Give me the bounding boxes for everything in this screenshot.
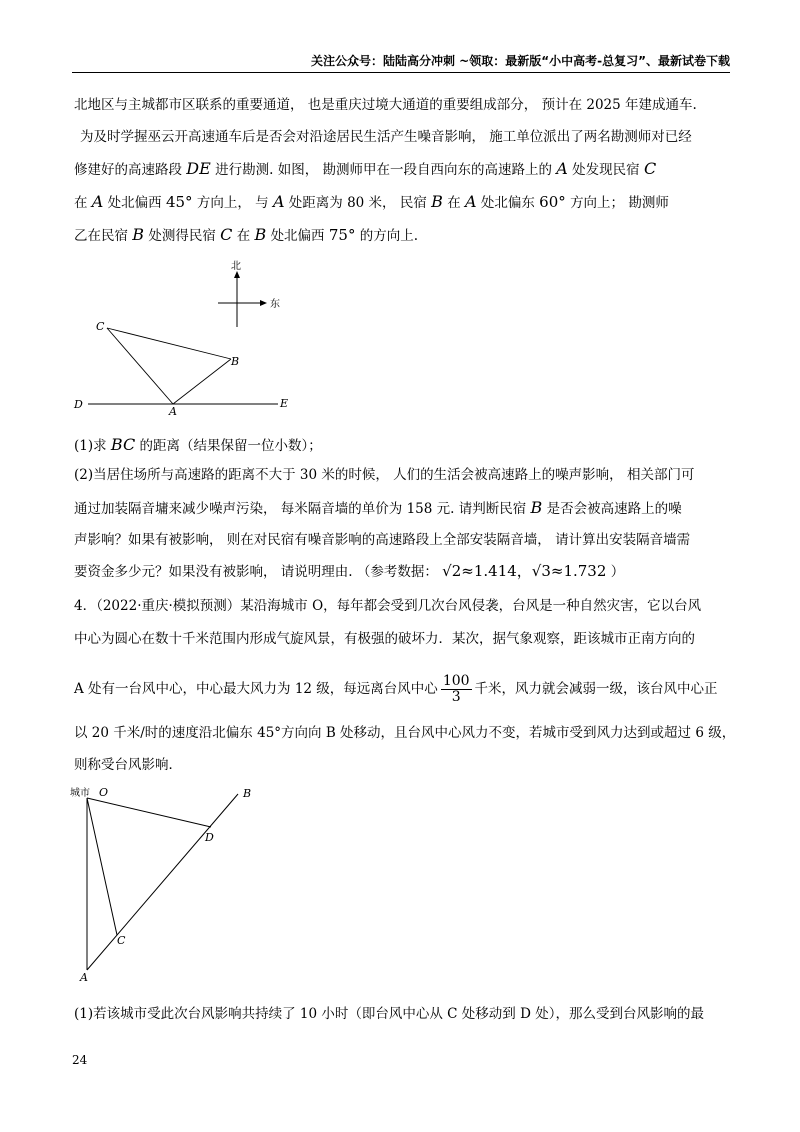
label-a: A [169, 405, 177, 418]
p4-line-4: 以 20 千米/时的速度沿北偏东 45°方向向 B 处移动，且台风中心风力不变，若城市受到风力达到或超过 6 级， [74, 725, 736, 741]
p3-l4g: 处距离为 80 米， 民宿 [288, 195, 427, 211]
p3-l3c: 进行勘测. 如图， 勘测师甲在一段自西向东的高速路上的 [215, 162, 552, 178]
p3-l5i: 的方向上. [359, 228, 419, 244]
p3-line-2: 为及时学握巫云开高速通车后是否会对沿途居民生活产生噪音影响， 施工单位派出了两名勘测师对已经 [80, 129, 692, 145]
label-e: E [280, 397, 289, 410]
p3-line-3 [74, 160, 656, 179]
p4-q1: (1)若该城市受此次台风影响共持续了 10 小时（即台风中心从 C 处移动到 D 处），那么受到台风影响的最 [74, 1006, 704, 1022]
p3-l4c: 处北偏西 [107, 195, 162, 211]
p4-frac-num: 100 [442, 673, 470, 689]
east-arrow-icon [260, 300, 267, 306]
p3-reference-data: √2≈1.414，√3≈1.732 [442, 562, 607, 580]
p3-angle-75: 75° [328, 226, 356, 244]
p3-line-5 [74, 226, 418, 245]
p3-point-c: C [643, 159, 657, 178]
figure-road-houses [0, 255, 320, 420]
north-label: 北 [231, 261, 241, 272]
p3-l4j: A [465, 192, 477, 211]
p3-l3a: 修建好的高速路段 [74, 162, 182, 178]
p3-q2-b: B [530, 498, 543, 517]
p4-line-3 [74, 674, 718, 705]
p3-q2-line-1: (2)当居住场所与高速路的距离不大于 30 米的时候， 人们的生活会被高速路上的噪声影响， 相关部门可 [74, 467, 695, 483]
page-number: 24 [72, 1053, 88, 1067]
p3-q1 [74, 436, 322, 455]
p3-q2l2: 通过加装隔音墉来减少噪声污染， 每米隔音墙的单价为 158 元. 请判断民宿 [74, 501, 527, 517]
p4-line-2: 中心为圆心在数十千米范围内形成气旋风景，有极强的破坏力．某次，据气象观察，距该城市正南方向的 [74, 631, 695, 647]
label-b2: B [243, 787, 252, 800]
label-c: C [96, 320, 105, 333]
label-b: B [231, 355, 240, 368]
header-rule [72, 72, 730, 73]
p3-l5f: B [254, 225, 267, 244]
p3-l5e: 在 [236, 228, 251, 244]
p3-q2-line-2 [74, 499, 682, 518]
p3-q2l4c: ） [610, 564, 625, 580]
p3-l4f: A [272, 192, 285, 211]
segment-od [87, 798, 211, 827]
figure-typhoon [0, 780, 300, 985]
p3-l4i: 在 [447, 195, 461, 211]
p3-angle-60: 60° [539, 193, 566, 211]
p3-l3e: 处发现民宿 [572, 162, 640, 178]
north-arrow-icon [234, 271, 240, 278]
p3-q2-line-3: 声影响？如果有被影响， 则在对民宿有噪音影响的高速路段上全部安装隔音墙， 请计算出安装隔音墙需 [74, 532, 691, 548]
segment-ca [107, 328, 173, 404]
segment-cb [107, 328, 231, 359]
p3-q2l4a: 要资金多少元？如果没有被影响， 请说明理由. （参考数据： [74, 564, 438, 580]
p3-seg-de: DE [186, 159, 211, 178]
p3-l4e: 方向上， 与 [196, 195, 269, 211]
p3-l4b: A [91, 192, 104, 211]
p4-frac-den: 3 [451, 689, 461, 705]
p3-l4h: B [431, 192, 443, 211]
p3-l5c: 处测得民宿 [148, 228, 216, 244]
p3-l5a: 乙在民宿 [74, 228, 128, 244]
p3-line-1: 北地区与主城都市区联系的重要通道， 也是重庆过境大通道的重要组成部分， 预计在 2025 年建成通车. [74, 97, 697, 113]
p3-l4k: 处北偏东 [480, 195, 535, 211]
p3-l4a: 在 [74, 195, 88, 211]
p3-q2-line-4 [74, 562, 624, 581]
p3-q2l2c: 是否会被高速路上的噪 [546, 501, 682, 517]
page-header: 关注公众号：陆陆高分冲刺 ~领取：最新版“小中高考-总复习”、最新试卷下载 [311, 54, 730, 68]
label-c2: C [117, 934, 126, 947]
p3-l4m: 方向上； 勘测师 [570, 195, 669, 211]
segment-ba [173, 359, 231, 404]
p3-l5b: B [132, 225, 145, 244]
segment-oc [87, 798, 117, 935]
label-d: D [74, 398, 83, 411]
city-label: 城市 [70, 788, 90, 799]
label-d2: D [205, 831, 214, 844]
p3-l5g: 处北偏西 [270, 228, 325, 244]
p3-q1-bc: BC [110, 435, 136, 454]
label-o: O [99, 786, 109, 799]
p4-line-1: 4．（2022·重庆·模拟预测）某沿海城市 O，每年都会受到几次台风侵袭，台风是一种自然灾害，它以台风 [74, 598, 702, 614]
p4-fraction [441, 674, 472, 705]
east-label: 东 [270, 299, 280, 310]
p4-l3b: 千米，风力就会减弱一级，该台风中心正 [474, 681, 718, 697]
p4-line-5: 则称受台风影响． [74, 757, 182, 773]
p3-q1c: 的距离（结果保留一位小数）； [139, 438, 322, 454]
p3-l5d: C [220, 225, 233, 244]
p4-l3a: A 处有一台风中心，中心最大风力为 12 级，每远离台风中心 [74, 681, 438, 697]
p3-line-4 [74, 193, 669, 212]
p3-q1a: (1)求 [74, 438, 107, 454]
p3-point-a: A [556, 159, 568, 178]
label-a2: A [80, 971, 88, 984]
p3-angle-45: 45° [165, 193, 193, 211]
segment-ab [87, 794, 238, 970]
